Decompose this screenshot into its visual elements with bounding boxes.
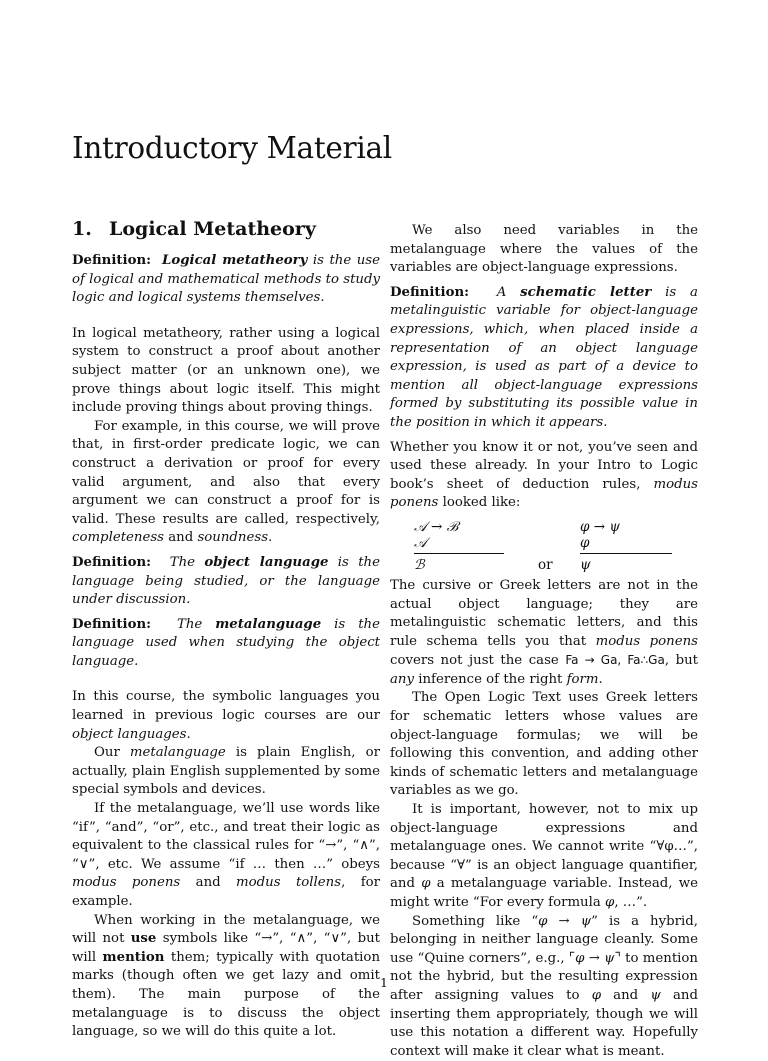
page-number: 1 (380, 975, 388, 990)
modus-ponens-rule (390, 517, 698, 575)
right-column (390, 222, 698, 1061)
paragraph: Something like “φ → ψ” is a hybrid, belonging in neither language cleanly. Some use “Quine corners”, e.g., ⌜φ → ψ⌝ to mention not the hybrid, but the resulting expression after assigning values to φ and ψ and inserting them appropriately, though we will use this notation a different way. Hopefully context will make it clear what is meant. (390, 913, 698, 1059)
rule-premise: φ (580, 534, 590, 551)
rule-or: or (538, 556, 553, 573)
definition-logical-metatheory: Definition: Logical metatheory is the use of logical and mathematical methods to study logic and logical systems themselves. (72, 253, 380, 306)
paragraph: The cursive or Greek letters are not in the actual object language; they are metalinguistic schematic letters, and this rule schema tells you that modus ponens covers not just the case Fa → Ga, Fa∴Ga, but any inference of the right form. (390, 577, 699, 687)
rule-line (414, 553, 504, 554)
paragraph: Our metalanguage is plain English, or actually, plain English supplemented by some special symbols and devices. (72, 745, 380, 798)
paragraph: In logical metatheory, rather using a logical system to construct a proof about another subject matter (or an unknown one), we prove things about logic itself. This might include proving things about proving things. (72, 325, 380, 416)
chapter-title: Introductory Material (72, 131, 392, 165)
section-number: 1. (72, 218, 92, 240)
paragraph: In this course, the symbolic languages you learned in previous logic courses are our object languages. (72, 689, 380, 742)
rule-conclusion: ψ (580, 556, 591, 573)
section-heading (72, 218, 380, 240)
paragraph: If the metalanguage, we’ll use words like “if”, “and”, “or”, etc., and treat their logic as equivalent to the classical rules for “→”, “∧”, “∨”, etc. We assume “if … then …” obeys modus ponens and modus tollens, for example. (72, 801, 380, 909)
definition-metalanguage: Definition: The metalanguage is the language used when studying the object language. (72, 616, 380, 669)
paragraph: For example, in this course, we will prove that, in first-order predicate logic, we can construct a derivation or proof for every valid argument, and also that every argument we can construct a proof for is valid. These results are called, respectively, completeness and soundness. (72, 418, 380, 546)
paragraph: It is important, however, not to mix up object-language expressions and metalanguage ones. We cannot write “∀φ…”, because “∀” is an object language quantifier, and φ a metalanguage variable. Instead, we might write “For every formula φ, …”. (390, 802, 698, 910)
rule-premise: 𝒜 → ℬ (414, 518, 459, 535)
definition-schematic-letter: Definition: A schematic letter is a metalinguistic variable for object-language expressions, which, when placed inside a representation of an object language expression, is used as part of a device to mention all object-language expressions formed by substituting its possible value in the position in which it appears. (390, 284, 698, 430)
definition-object-language: Definition: The object language is the language being studied, or the language under discussion. (72, 554, 380, 608)
rule-premise: 𝒜 (414, 534, 427, 551)
paragraph: Whether you know it or not, you’ve seen and used these already. In your Intro to Logic book’s sheet of deduction rules, modus ponens looked like: (390, 439, 698, 511)
paragraph: When working in the metalanguage, we will not use symbols like “→”, “∧”, “∨”, but will mention them; typically with quotation marks (though often we get lazy and omit them). The main purpose of the metalanguage is to discuss the object language, so we will do this quite a lot. (72, 912, 381, 1040)
rule-premise: φ → ψ (580, 518, 620, 535)
paragraph: The Open Logic Text uses Greek letters for schematic letters whose values are object-language formulas; we will be following this convention, and adding other kinds of schematic letters and metalanguage variables as we go. (390, 690, 698, 799)
paragraph: We also need variables in the metalanguage where the values of the variables are object-language expressions. (390, 223, 698, 276)
left-column (72, 218, 380, 1042)
section-title: Logical Metatheory (109, 218, 316, 240)
rule-conclusion: ℬ (414, 556, 425, 573)
rule-line (580, 553, 672, 554)
